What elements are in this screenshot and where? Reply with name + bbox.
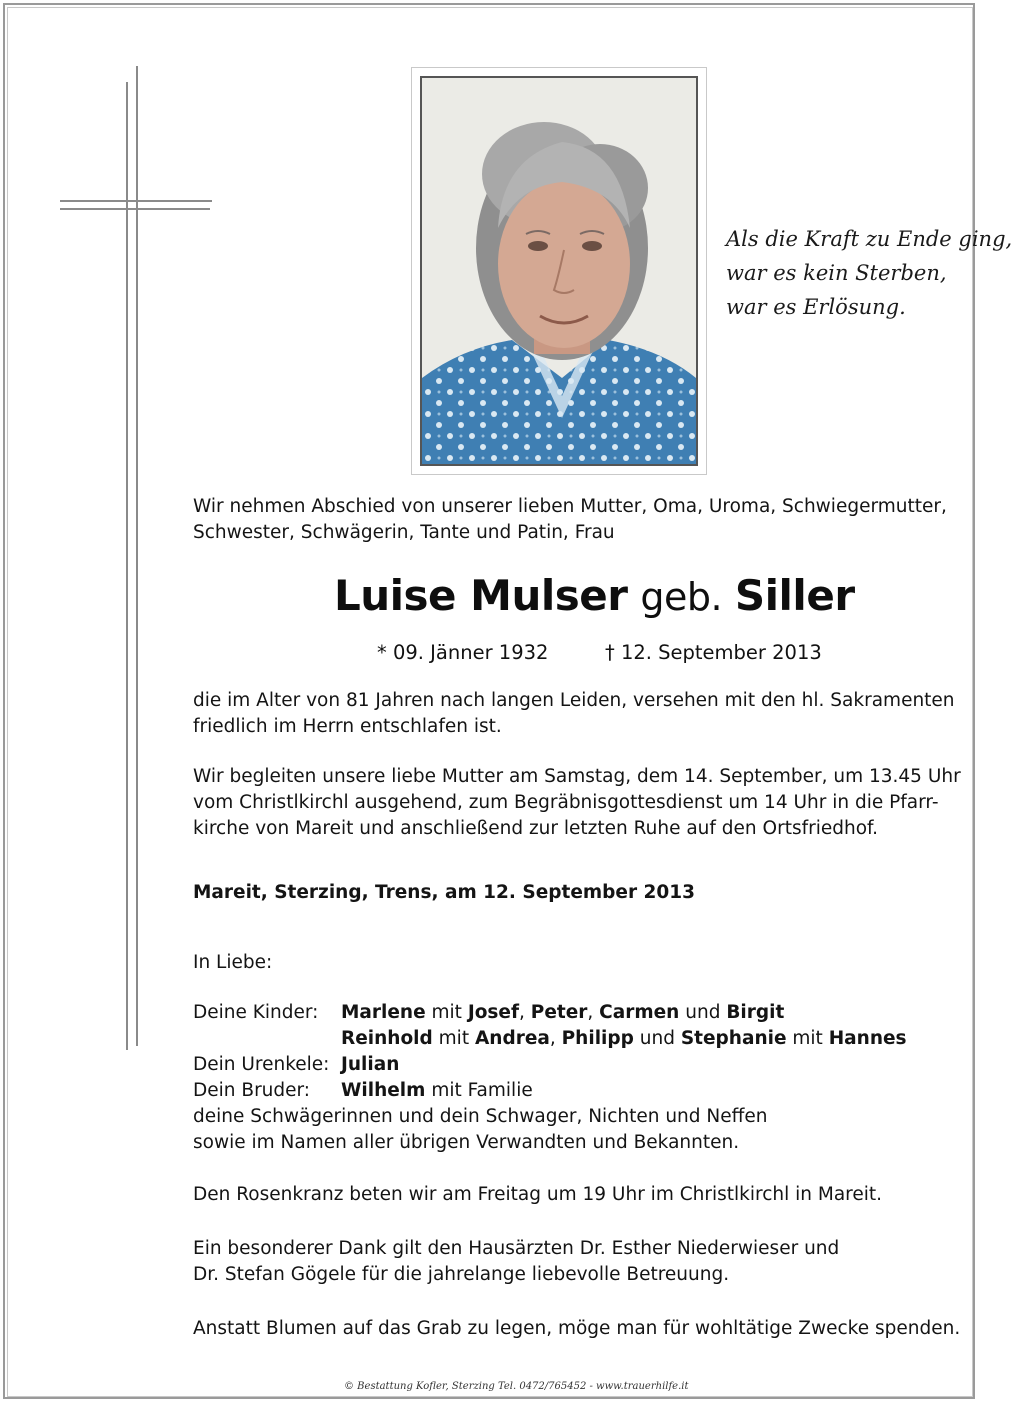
flowers-notice: Anstatt Blumen auf das Grab zu legen, möge man für wohltätige Zwecke spenden. [193,1318,961,1339]
nee-label: geb. [640,575,723,619]
children-label: Deine Kinder: [193,1002,319,1023]
family-name: Josef [467,1002,520,1023]
family-name: Stephanie [680,1028,787,1049]
body-line: die im Alter von 81 Jahren nach langen Leiden, versehen mit den hl. Sakramenten [193,690,955,711]
cross-horizontal-line [60,208,210,210]
in-love-label: In Liebe: [193,952,273,973]
family-name: Andrea [474,1028,550,1049]
family-connector: , [519,1002,531,1023]
thanks-line: Ein besonderer Dank gilt den Hausärzten Dr. Esther Niederwieser und [193,1238,840,1259]
family-name: Wilhelm [341,1080,426,1101]
intro-line: Wir nehmen Abschied von unserer lieben Mutter, Oma, Uroma, Schwiegermutter, [193,496,947,517]
quote-line: Als die Kraft zu Ende ging, [726,227,1012,251]
family-name: Hannes [828,1028,907,1049]
family-connector: und [633,1028,681,1049]
body-line: kirche von Mareit und anschließend zur letzten Ruhe auf den Ortsfriedhof. [193,818,879,839]
family-name: Philipp [561,1028,634,1049]
family-name: Reinhold [341,1028,433,1049]
quote-line: war es kein Sterben, [726,261,947,285]
family-inlaws-line: deine Schwägerinnen und dein Schwager, Nichten und Neffen [193,1106,768,1127]
rosary-notice: Den Rosenkranz beten wir am Freitag um 19 Uhr im Christlkirchl in Mareit. [193,1184,883,1205]
portrait-photo-frame [411,67,707,475]
intro-line: Schwester, Schwägerin, Tante und Patin, Frau [193,522,615,543]
cross-horizontal-line [60,200,212,202]
brother-label: Dein Bruder: [193,1080,311,1101]
family-name: Peter [530,1002,588,1023]
family-connector: und [679,1002,727,1023]
family-children-row [193,1026,971,1052]
thanks-line: Dr. Stefan Gögele für die jahrelange liebevolle Betreuung. [193,1264,730,1285]
family-connector: , [549,1028,562,1049]
cross-vertical-line [136,66,138,1046]
quote-line: war es Erlösung. [726,295,906,319]
family-great-grandchild-row [193,1052,971,1078]
family-connector: mit Familie [425,1080,533,1101]
birth-date: * 09. Jänner 1932 [377,641,549,664]
family-children-row [193,1000,971,1026]
death-date: † 12. September 2013 [605,641,822,664]
family-brother-row [193,1078,971,1104]
place-date: Mareit, Sterzing, Trens, am 12. September 2013 [193,882,695,903]
body-line: Wir begleiten unsere liebe Mutter am Samstag, dem 14. September, um 13.45 Uhr [193,766,961,787]
family-name: Carmen [599,1002,680,1023]
memorial-quote [726,222,1012,324]
family-name: Marlene [341,1002,426,1023]
portrait-illustration [422,78,696,464]
family-connector: mit [425,1002,468,1023]
deceased-name [334,568,855,625]
body-line: vom Christlkirchl ausgehend, zum Begräbnisgottesdienst um 14 Uhr in die Pfarr- [193,792,939,813]
great-grandchild-label: Dein Urenkele: [193,1054,330,1075]
maiden-name: Siller [734,571,855,620]
body-line: friedlich im Herrn entschlafen ist. [193,716,502,737]
family-name: Julian [341,1054,400,1075]
footer-credit: © Bestattung Kofler, Sterzing Tel. 0472/765452 - www.trauerhilfe.it [344,1381,689,1392]
family-connector: mit [432,1028,475,1049]
family-connector: mit [786,1028,829,1049]
family-name: Birgit [726,1002,785,1023]
cross-vertical-line [126,82,128,1050]
family-relatives-line: sowie im Namen aller übrigen Verwandten und Bekannten. [193,1132,740,1153]
full-name: Luise Mulser [334,571,628,620]
portrait-photo [420,76,698,466]
family-connector: , [587,1002,600,1023]
